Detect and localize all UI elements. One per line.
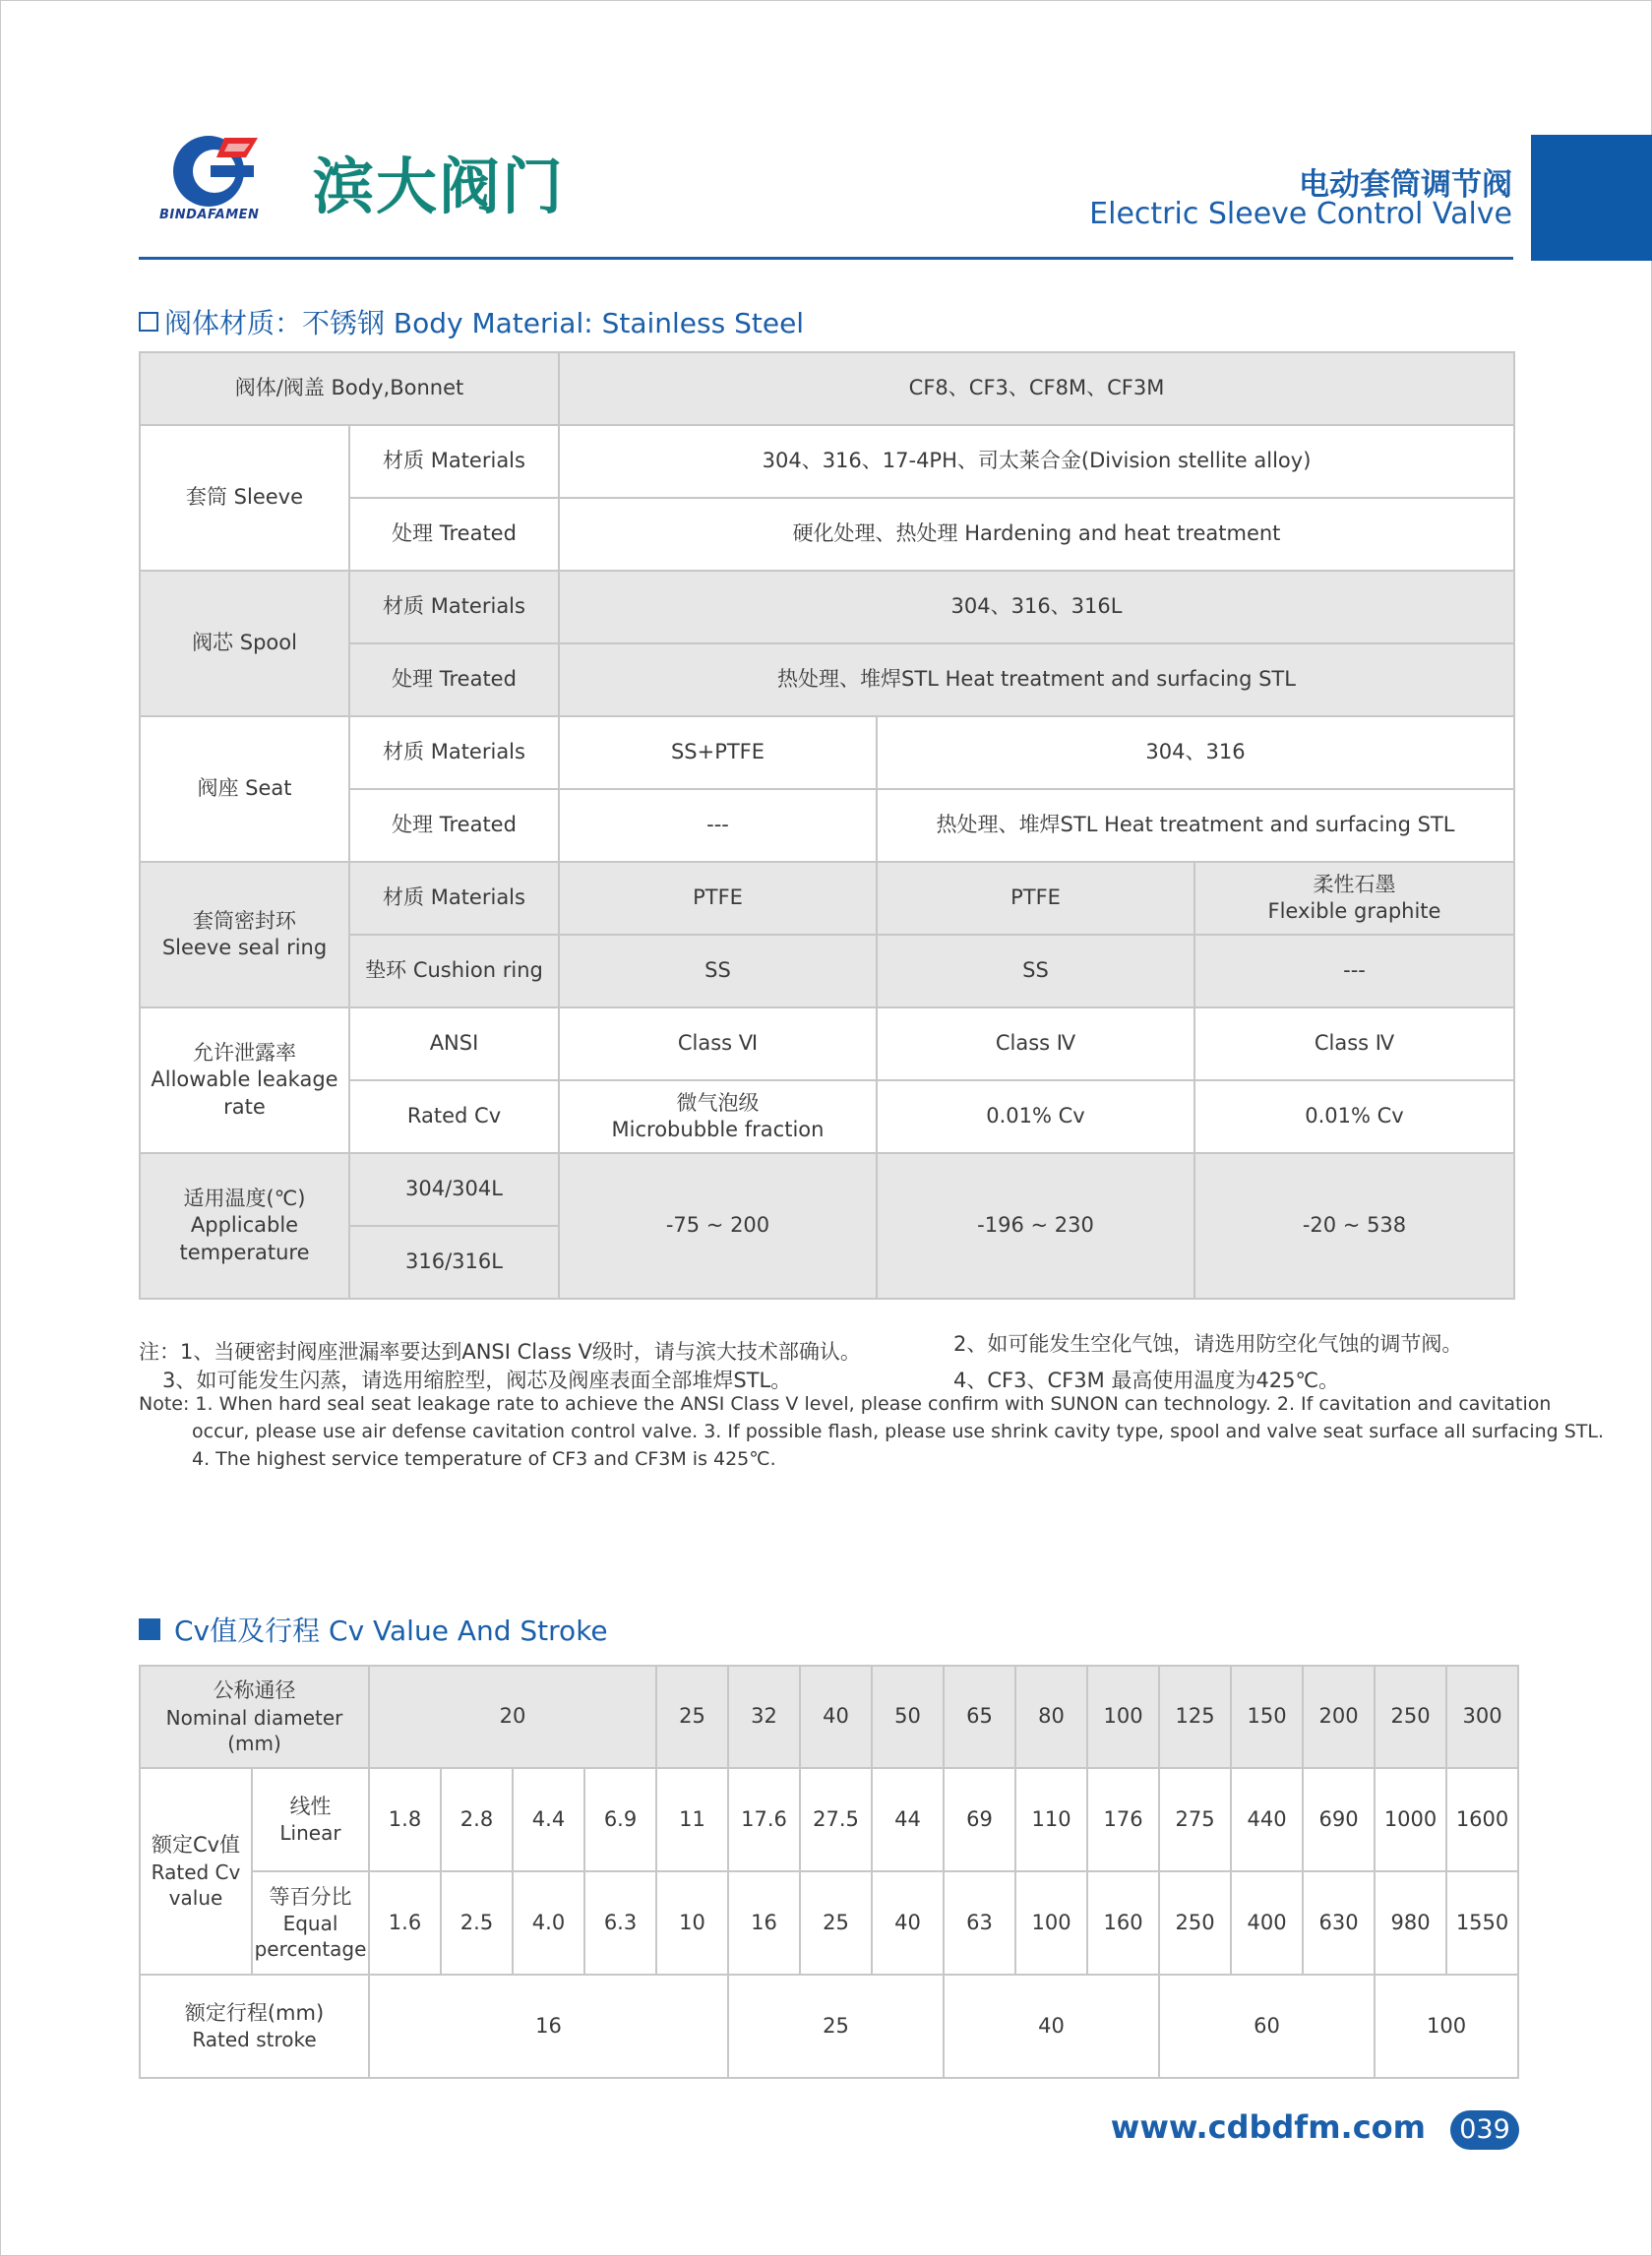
section-title-body-material: 阀体材质：不锈钢 Body Material: Stainless Steel [139,302,804,341]
temp-label: 适用温度(℃) Applicable temperature [140,1153,349,1299]
spool-treated-label: 处理 Treated [349,643,559,716]
ansi-2: Class Ⅳ [877,1007,1194,1080]
equal-value: 1550 [1446,1871,1518,1975]
rated-cv-3: 0.01% Cv [1194,1080,1514,1153]
temp-range-1: -75 ~ 200 [559,1153,877,1299]
cushion-ring-label: 垫环 Cushion ring [349,935,559,1007]
linear-value: 69 [944,1768,1015,1871]
equal-value: 1.6 [369,1871,441,1975]
square-filled-icon [139,1618,160,1640]
equal-value: 2.5 [441,1871,513,1975]
linear-value: 690 [1303,1768,1375,1871]
rated-stroke-label: 额定行程(mm) Rated stroke [140,1975,369,2078]
page-number: 039 [1450,2110,1519,2150]
note-cn-1: 注：1、当硬密封阀座泄漏率要达到ANSI Class V级时，请与滨大技术部确认。 [139,1340,861,1364]
note-cn-2: 2、如可能发生空化气蚀，请选用防空化气蚀的调节阀。 [953,1332,1463,1356]
temp-range-2: -196 ~ 230 [877,1153,1194,1299]
linear-value: 1000 [1375,1768,1446,1871]
leakage-label: 允许泄露率 Allowable leakage rate [140,1007,349,1153]
diameter-cell: 300 [1446,1666,1518,1768]
stroke-value: 40 [944,1975,1159,2078]
diameter-cell: 40 [800,1666,872,1768]
logo-text: BINDAFAMEN [159,208,260,222]
sleeve-materials-value: 304、316、17-4PH、司太莱合金(Division stellite alloy) [559,425,1514,498]
linear-value: 275 [1159,1768,1231,1871]
seat-treated-b: 热处理、堆焊STL Heat treatment and surfacing STL [877,789,1514,862]
spool-treated-value: 热处理、堆焊STL Heat treatment and surfacing STL [559,643,1514,716]
linear-value: 110 [1015,1768,1087,1871]
equal-value: 6.3 [584,1871,656,1975]
sleeve-label: 套筒 Sleeve [140,425,349,571]
body-value: CF8、CF3、CF8M、CF3M [559,352,1514,425]
diameter-cell: 80 [1015,1666,1087,1768]
seal-material-2: PTFE [877,862,1194,935]
section-title-cv-stroke: Cv值及行程 Cv Value And Stroke [139,1610,608,1649]
diameter-cell: 65 [944,1666,1015,1768]
header-rule [139,257,1513,260]
diameter-cell: 125 [1159,1666,1231,1768]
brand-name: 滨大阀门 [313,151,566,222]
equal-value: 250 [1159,1871,1231,1975]
diameter-cell: 100 [1087,1666,1159,1768]
cv-stroke-table [139,1665,1519,2079]
temp-row-1: 304/304L [349,1153,559,1226]
equal-value: 630 [1303,1871,1375,1975]
note-en-3: 4. The highest service temperature of CF3 and CF3M is 425℃. [192,1448,776,1470]
cushion-1: SS [559,935,877,1007]
square-outline-icon [139,312,158,332]
diameter-cell: 200 [1303,1666,1375,1768]
ansi-1: Class Ⅵ [559,1007,877,1080]
body-label: 阀体/阀盖 Body,Bonnet [140,352,559,425]
rated-cv-row-label: 额定Cv值 Rated Cv value [140,1768,252,1975]
diameter-cell: 250 [1375,1666,1446,1768]
linear-value: 2.8 [441,1768,513,1871]
stroke-value: 100 [1375,1975,1518,2078]
linear-value: 440 [1231,1768,1303,1871]
temp-row-2: 316/316L [349,1226,559,1299]
equal-value: 25 [800,1871,872,1975]
temp-range-3: -20 ~ 538 [1194,1153,1514,1299]
linear-value: 176 [1087,1768,1159,1871]
header-accent-block [1531,135,1652,261]
rated-cv-1: 微气泡级 Microbubble fraction [559,1080,877,1153]
cushion-2: SS [877,935,1194,1007]
linear-value: 1600 [1446,1768,1518,1871]
equal-value: 980 [1375,1871,1446,1975]
seat-materials-b: 304、316 [877,716,1514,789]
note-cn-3: 3、如可能发生闪蒸，请选用缩腔型，阀芯及阀座表面全部堆焊STL。 [162,1369,792,1392]
ansi-label: ANSI [349,1007,559,1080]
ansi-3: Class Ⅳ [1194,1007,1514,1080]
linear-label: 线性 Linear [252,1768,369,1871]
rated-cv-label: Rated Cv [349,1080,559,1153]
diameter-cell: 20 [369,1666,656,1768]
header-title-en: Electric Sleeve Control Valve [1089,197,1512,231]
equal-value: 400 [1231,1871,1303,1975]
seal-material-1: PTFE [559,862,877,935]
seat-materials-label: 材质 Materials [349,716,559,789]
diameter-cell: 32 [728,1666,800,1768]
linear-value: 27.5 [800,1768,872,1871]
linear-value: 44 [872,1768,944,1871]
body-material-table [139,351,1515,1300]
seat-label: 阀座 Seat [140,716,349,862]
sleeve-materials-label: 材质 Materials [349,425,559,498]
stroke-value: 60 [1159,1975,1375,2078]
linear-value: 1.8 [369,1768,441,1871]
seal-ring-label: 套筒密封环 Sleeve seal ring [140,862,349,1007]
sleeve-treated-label: 处理 Treated [349,498,559,571]
equal-value: 10 [656,1871,728,1975]
diameter-cell: 150 [1231,1666,1303,1768]
seal-materials-label: 材质 Materials [349,862,559,935]
equal-value: 100 [1015,1871,1087,1975]
seat-treated-label: 处理 Treated [349,789,559,862]
spool-label: 阀芯 Spool [140,571,349,716]
diameter-cell: 25 [656,1666,728,1768]
note-cn-4: 4、CF3、CF3M 最高使用温度为425℃。 [953,1369,1340,1392]
sleeve-treated-value: 硬化处理、热处理 Hardening and heat treatment [559,498,1514,571]
seal-material-3: 柔性石墨 Flexible graphite [1194,862,1514,935]
stroke-value: 16 [369,1975,728,2078]
website-link[interactable]: www.cdbdfm.com [1110,2108,1426,2146]
cushion-3: --- [1194,935,1514,1007]
seat-materials-a: SS+PTFE [559,716,877,789]
note-en-2: occur, please use air defense cavitation control valve. 3. If possible flash, please use shrink cavity type, spool and valve seat surface all surfacing STL. [192,1421,1605,1442]
linear-value: 6.9 [584,1768,656,1871]
equal-value: 4.0 [513,1871,584,1975]
spool-materials-value: 304、316、316L [559,571,1514,643]
equal-value: 16 [728,1871,800,1975]
equal-percentage-label: 等百分比 Equal percentage [252,1871,369,1975]
equal-value: 63 [944,1871,1015,1975]
seat-treated-a: --- [559,789,877,862]
company-logo-icon [167,132,266,211]
equal-value: 160 [1087,1871,1159,1975]
linear-value: 11 [656,1768,728,1871]
nominal-diameter-label: 公称通径 Nominal diameter (mm) [140,1666,369,1768]
equal-value: 40 [872,1871,944,1975]
spool-materials-label: 材质 Materials [349,571,559,643]
diameter-cell: 50 [872,1666,944,1768]
linear-value: 17.6 [728,1768,800,1871]
stroke-value: 25 [728,1975,944,2078]
linear-value: 4.4 [513,1768,584,1871]
header-title-cn: 电动套筒调节阀 [1299,167,1512,203]
rated-cv-2: 0.01% Cv [877,1080,1194,1153]
note-en-1: Note: 1. When hard seal seat leakage rate to achieve the ANSI Class V level, please confirm with SUNON can technology. 2. If cavitation and cavitation [139,1393,1552,1415]
